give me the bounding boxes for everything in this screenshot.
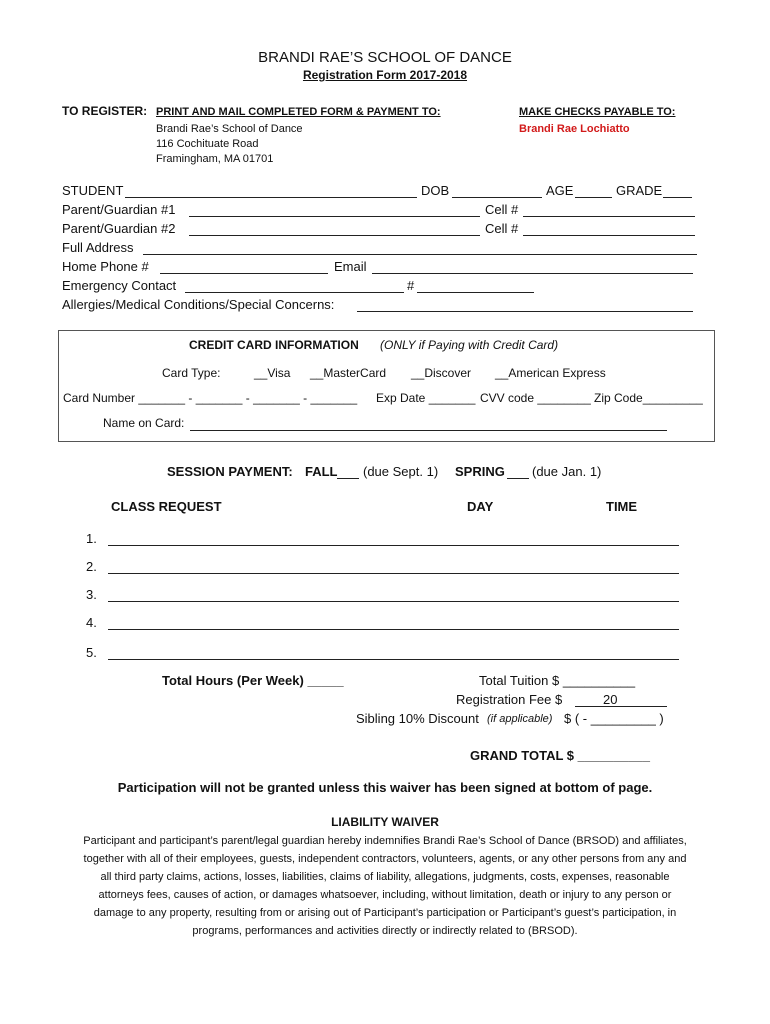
waiver-title: LIABILITY WAIVER (331, 815, 439, 829)
spring-field[interactable] (507, 478, 529, 479)
checks-payee: Brandi Rae Lochiatto (519, 123, 630, 135)
waiver-text (50, 832, 720, 940)
cell1-label: Cell # (485, 202, 519, 217)
registration-fee-line (575, 706, 667, 707)
sibling-discount-note: (if applicable) (487, 713, 553, 725)
sibling-discount-field[interactable]: $ ( - _________ ) (564, 711, 664, 726)
card-type-amex[interactable]: __American Express (495, 366, 606, 380)
registration-fee-label: Registration Fee $ (456, 692, 563, 707)
class-row-line[interactable] (108, 629, 679, 630)
class-row-number: 4. (86, 615, 97, 630)
fall-label: FALL (305, 464, 338, 479)
checks-payable-label: MAKE CHECKS PAYABLE TO: (519, 106, 676, 118)
allergies-label: Allergies/Medical Conditions/Special Concerns: (62, 297, 335, 312)
emergency-label: Emergency Contact (62, 278, 177, 293)
guardian1-field[interactable] (189, 216, 480, 217)
guardian2-field[interactable] (189, 235, 480, 236)
waiver-line: together with all of their employees, guests, independent contractors, volunteers, agents, or any other persons from any and (83, 853, 687, 865)
cell2-label: Cell # (485, 221, 519, 236)
waiver-line: programs, performances and activities directly or indirectly related to (BRSOD). (192, 925, 578, 937)
dob-field[interactable] (452, 197, 542, 198)
class-row-number: 5. (86, 645, 97, 660)
cell2-field[interactable] (523, 235, 695, 236)
class-request-header: CLASS REQUEST (111, 499, 222, 514)
grade-label: GRADE (616, 183, 663, 198)
cvv-field[interactable]: CVV code ________ (480, 391, 591, 405)
email-label: Email (334, 259, 367, 274)
credit-card-title: CREDIT CARD INFORMATION (189, 338, 359, 352)
class-row-number: 2. (86, 559, 97, 574)
fall-note: (due Sept. 1) (363, 464, 439, 479)
spring-note: (due Jan. 1) (532, 464, 602, 479)
emergency-phone-field[interactable] (417, 292, 534, 293)
spring-label: SPRING (455, 464, 505, 479)
age-field[interactable] (575, 197, 612, 198)
time-header: TIME (606, 499, 638, 514)
waiver-line: all third party claims, actions, losses, liabilities, claims of liability, allegations, judgments, costs, expenses, reasonable (100, 871, 670, 883)
class-row-line[interactable] (108, 573, 679, 574)
class-row-number: 3. (86, 587, 97, 602)
student-field[interactable] (125, 197, 417, 198)
guardian2-label: Parent/Guardian #2 (62, 221, 176, 236)
sibling-discount-label: Sibling 10% Discount (356, 711, 479, 726)
waiver-line: damage to any property, resulting from or arising out of Participant’s participation or Participant’s guest’s participation, in (93, 907, 677, 919)
session-payment-label: SESSION PAYMENT: (167, 464, 293, 479)
zip-field[interactable]: Zip Code_________ (594, 391, 703, 405)
total-tuition-field[interactable]: Total Tuition $ __________ (479, 673, 636, 688)
class-row-line[interactable] (108, 601, 679, 602)
card-type-visa[interactable]: __Visa (254, 366, 291, 380)
to-register-label: TO REGISTER: (62, 104, 148, 118)
fall-field[interactable] (337, 478, 359, 479)
address-line-1: Brandi Rae’s School of Dance (156, 123, 303, 135)
waiver-line: Participant and participant’s parent/legal guardian hereby indemnifies Brandi Rae’s School of Dance (BRSOD) and affiliates, (83, 835, 687, 847)
class-row-line[interactable] (108, 659, 679, 660)
student-label: STUDENT (62, 183, 124, 198)
page-subtitle: Registration Form 2017-2018 (302, 68, 468, 82)
address-field[interactable] (143, 254, 697, 255)
card-type-label: Card Type: (162, 366, 221, 380)
emergency-hash-label: # (407, 278, 415, 293)
home-phone-label: Home Phone # (62, 259, 149, 274)
class-row-number: 1. (86, 531, 97, 546)
name-on-card-label: Name on Card: (103, 416, 185, 430)
grade-field[interactable] (663, 197, 692, 198)
emergency-field[interactable] (185, 292, 404, 293)
card-type-mastercard[interactable]: __MasterCard (310, 366, 387, 380)
exp-date-field[interactable]: Exp Date _______ (376, 391, 476, 405)
total-hours-field[interactable]: Total Hours (Per Week) _____ (162, 673, 344, 688)
card-number-field[interactable]: Card Number _______ - _______ - _______ - _______ (63, 391, 358, 405)
page-title: BRANDI RAE’S SCHOOL OF DANCE (258, 49, 512, 66)
guardian1-label: Parent/Guardian #1 (62, 202, 176, 217)
address-line-3: Framingham, MA 01701 (156, 153, 274, 165)
age-label: AGE (546, 183, 574, 198)
address-label: Full Address (62, 240, 134, 255)
grand-total-field[interactable]: GRAND TOTAL $ __________ (470, 748, 650, 763)
class-row-line[interactable] (108, 545, 679, 546)
registration-fee-value: 20 (603, 692, 618, 707)
day-header: DAY (467, 499, 494, 514)
name-on-card-field[interactable] (190, 430, 667, 431)
email-field[interactable] (372, 273, 693, 274)
waiver-notice: Participation will not be granted unless this waiver has been signed at bottom of page. (117, 780, 653, 795)
card-type-discover[interactable]: __Discover (411, 366, 472, 380)
address-line-2: 116 Cochituate Road (156, 138, 259, 150)
mail-instruction: PRINT AND MAIL COMPLETED FORM & PAYMENT TO: (156, 106, 441, 118)
dob-label: DOB (421, 183, 450, 198)
home-phone-field[interactable] (160, 273, 328, 274)
allergies-field[interactable] (357, 311, 693, 312)
credit-card-note: (ONLY if Paying with Credit Card) (380, 338, 559, 352)
waiver-line: attorneys fees, causes of action, or damages whatsoever, including, without limitation, death or injury to any person or (98, 889, 672, 901)
cell1-field[interactable] (523, 216, 695, 217)
